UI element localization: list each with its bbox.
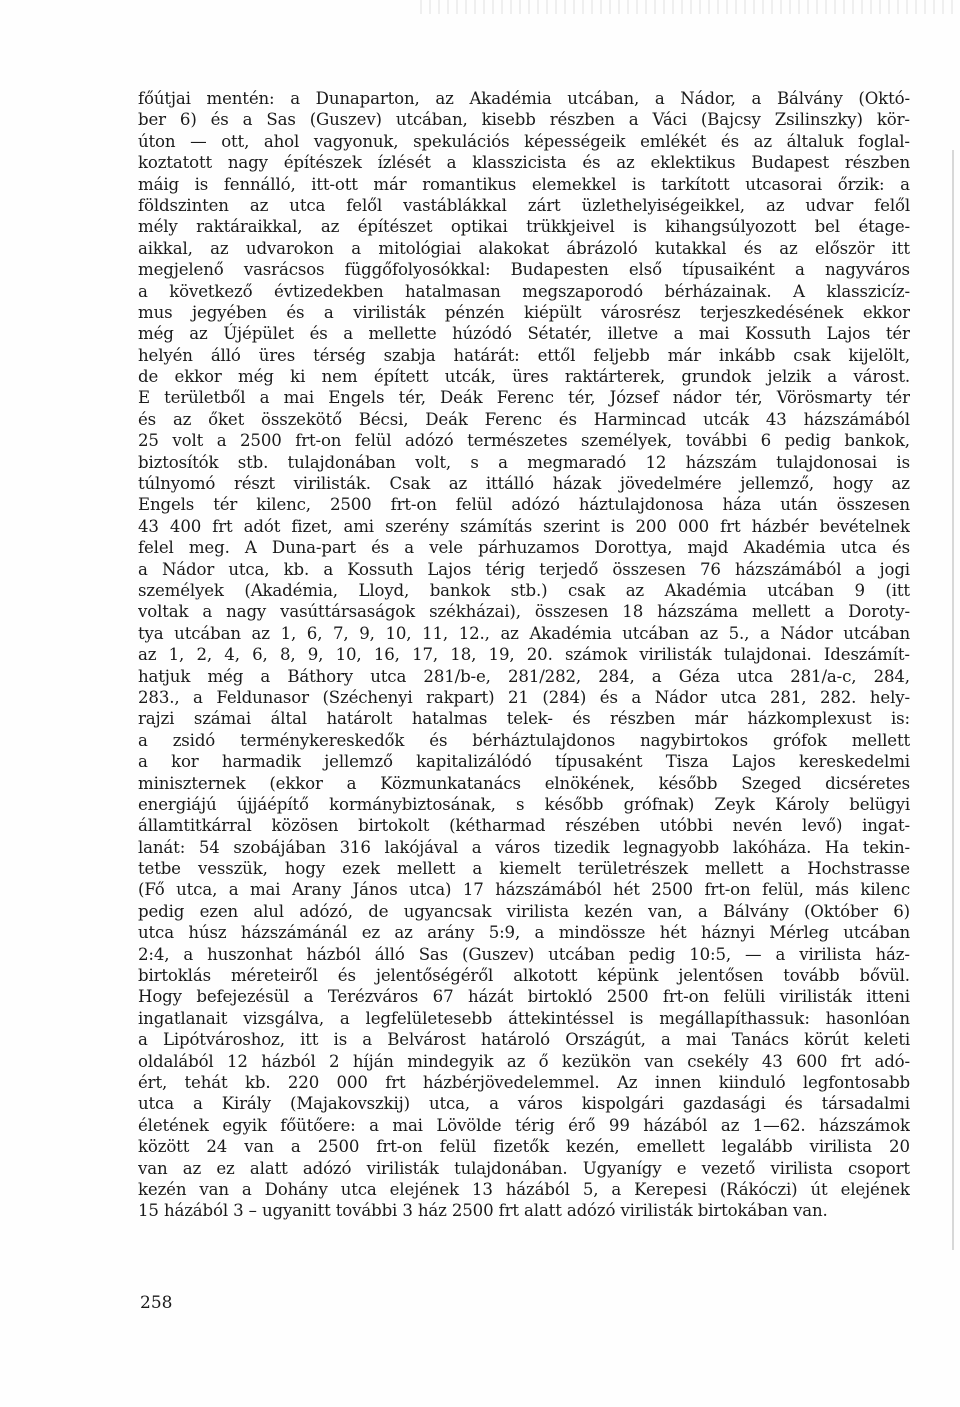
text-line: a zsidó terménykereskedők és bérháztulajdonos nagybirtokos grófok mellett	[138, 730, 910, 750]
text-line: a következő évtizedekben hatalmasan megszaporodó bérházainak. A klasszicíz-	[138, 281, 910, 301]
text-line: mély raktáraikkal, az építészet optikai trükkjeivel is kihangsúlyozott bel étage-	[138, 217, 910, 237]
text-line: oldalából 12 házból 2 híján mindegyik az ő kezükön van csekély 43 600 frt adó-	[138, 1051, 910, 1071]
text-line: mus jegyében és a virilisták pénzén kiépült városrész terjeszkedésének ekkor	[138, 302, 910, 322]
text-line: kezén van a Dohány utca elejének 13 házából 5, a Kerepesi (Rákóczi) út elejének	[138, 1179, 910, 1199]
text-line: ber 6) és a Sas (Guszev) utcában, kisebb részben a Váci (Bajcsy Zsilinszky) kör-	[138, 110, 910, 130]
text-line: 15 házából 3 – ugyanitt további 3 ház 2500 frt alatt adózó virilisták birtokában van.	[138, 1201, 828, 1221]
text-line: 25 volt a 2500 frt-on felül adózó természetes személyek, további 6 pedig bankok,	[138, 431, 910, 451]
text-line: életének egyik főütőere: a mai Lövölde térig érő 99 házából az 1—62. házszámok	[138, 1115, 910, 1135]
text-line: a kor harmadik jellemző kapitalizálódó típusaként Tisza Lajos kereskedelmi	[138, 752, 910, 772]
text-line: ingatlanait vizsgálva, a legfelületesebb áttekintéssel is megállapíthassuk: hasonlóan	[138, 1008, 910, 1028]
text-line: birtoklás méreteiről és jelentőségéről alkotott képünk jelentősen tovább bővül.	[138, 966, 910, 986]
text-line: miniszternek (ekkor a Közmunkatanács elnökének, később Szeged dicséretes	[138, 773, 910, 793]
text-line: államtitkárral közösen birtokolt (kétharmad részében utóbbi nevén levő) ingat-	[138, 816, 910, 836]
text-line: van az ez alatt adózó virilisták tulajdonában. Ugyanígy e vezető virilista csoport	[138, 1158, 910, 1178]
text-line: voltak a nagy vasúttársaságok székházai), összesen 18 házszáma mellett a Doroty-	[138, 602, 910, 622]
text-line: hatjuk még a Báthory utca 281/b-e, 281/282, 284, a Géza utca 281/a-c, 284,	[138, 666, 910, 686]
scan-speckle	[420, 0, 960, 14]
text-line: megjelenő vasrácsos függőfolyosókkal: Budapesten első típusaiként a nagyváros	[138, 260, 910, 280]
text-line: és az őket összekötő Bécsi, Deák Ferenc és Harmincad utcák 43 házszámából	[138, 409, 910, 429]
text-line: energiájú újjáépítő kormánybiztosának, s később grófnak) Zeyk Károly belügyi	[138, 794, 910, 814]
text-line: úton — ott, ahol vagyonuk, spekulációs képességeik emlékét és az általuk foglal-	[138, 131, 910, 151]
text-line: Hogy befejezésül a Terézváros 67 házát birtokló 2500 frt-on felüli virilisták itteni	[138, 987, 910, 1007]
text-line: Engels tér kilenc, 2500 frt-on felül adózó háztulajdonosa háza után összesen	[138, 495, 910, 515]
text-line: (Fő utca, a mai Arany János utca) 17 házszámából hét 2500 frt-on felül, más kilenc	[138, 880, 910, 900]
text-line: ért, tehát kb. 220 000 frt házbérjövedelemmel. Az innen kiinduló legfontosabb	[138, 1072, 910, 1092]
text-line: felel meg. A Duna-part és a vele párhuzamos Dorottya, majd Akadémia utca és	[138, 538, 910, 558]
text-line: tya utcában az 1, 6, 7, 9, 10, 11, 12., az Akadémia utcában az 5., a Nádor utcában	[138, 623, 910, 643]
text-line: 43 400 frt adót fizet, ami szerény számítás szerint is 200 000 frt házbér bevételnek	[138, 516, 910, 536]
text-line: főútjai mentén: a Dunaparton, az Akadémia utcában, a Nádor, a Bálvány (Októ-	[138, 89, 910, 108]
text-line: még az Újépület és a mellette húzódó Sétatér, illetve a mai Kossuth Lajos tér	[138, 324, 910, 344]
text-line: pedig ezen alul adózó, de ugyancsak virilista kezén van, a Bálvány (Október 6)	[138, 901, 910, 921]
text-line: biztosítók stb. tulajdonában volt, s a megmaradó 12 házszám tulajdonosai is	[138, 452, 910, 472]
text-line: tetbe vesszük, hogy ezek mellett a kiemelt területrészek mellett a Hochstrasse	[138, 859, 910, 879]
text-line: között 24 van a 2500 frt-on felül fizetők kezén, emellett legalább virilista 20	[138, 1137, 910, 1157]
text-line: földszinten az utca felől vastáblákkal zárt üzlethelyiségeikkel, az udvar felől	[138, 195, 910, 215]
text-line: a Nádor utca, kb. a Kossuth Lajos térig terjedő összesen 76 házszámából a jogi	[138, 559, 910, 579]
text-line: lanát: 54 szobájában 316 lakójával a város tizedik legnagyobb lakóháza. Ha tekin-	[138, 837, 910, 857]
text-line: 2:4, a huszonhat házból álló Sas (Guszev) utcában pedig 10:5, — a virilista ház-	[138, 944, 910, 964]
text-line: 283., a Feldunasor (Széchenyi rakpart) 21 (284) és a Nádor utca 281, 282. hely-	[138, 687, 910, 707]
text-line: koztatott nagy építészek ízlését a klasszicista és az eklektikus Budapest részben	[138, 153, 910, 173]
text-line: helyén álló üres térség szabja határát: ettől feljebb már inkább csak kijelölt,	[138, 345, 910, 365]
text-line: utca húsz házszámánál ez az arány 5:9, a mindössze hét háznyi Mérleg utcában	[138, 923, 910, 943]
text-line: máig is fennálló, itt-ott már romantikus elemekkel is tarkított utcasorai őrzik: a	[138, 174, 910, 194]
text-line: de ekkor még ki nem épített utcák, üres raktárterek, grundok jelzik a várost.	[138, 367, 910, 387]
text-line: rajzi számai által határolt hatalmas telek- és részben már házkomplexust is:	[138, 709, 910, 729]
scan-edge-shadow	[952, 150, 954, 1250]
page-number: 258	[140, 1293, 173, 1313]
text-line: személyek (Akadémia, Lloyd, bankok stb.) csak az Akadémia utcában 9 (itt	[138, 580, 910, 600]
text-line: túlnyomó részt virilisták. Csak az ittálló házak jövedelmére jellemző, hogy az	[138, 474, 910, 494]
body-text	[138, 88, 910, 1298]
text-line: utca a Király (Majakovszkij) utca, a város kispolgári gazdasági és társadalmi	[138, 1094, 910, 1114]
text-line: aikkal, az udvarokon a mitológiai alakokat ábrázoló kutakkal és az először itt	[138, 238, 910, 258]
text-line: az 1, 2, 4, 6, 8, 9, 10, 16, 17, 18, 19, 20. számok virilisták tulajdonai. Ideszámít-	[138, 645, 910, 665]
text-line: a Lipótvároshoz, itt is a Belvárost határoló Országút, a mai Tanács körút keleti	[138, 1030, 910, 1050]
text-line: E területből a mai Engels tér, Deák Ferenc tér, József nádor tér, Vörösmarty tér	[138, 388, 910, 408]
